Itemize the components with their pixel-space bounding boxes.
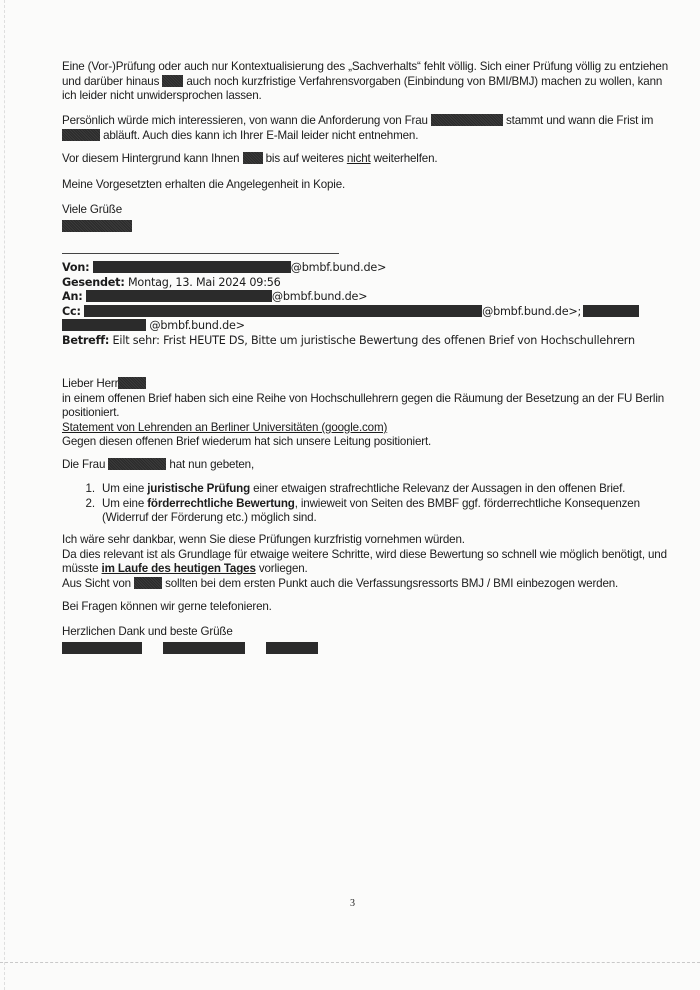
paragraph-background-text-a: Vor diesem Hintergrund kann Ihnen: [62, 152, 240, 165]
greeting-text: Viele Grüße: [62, 203, 122, 216]
separator-line: [62, 253, 339, 254]
paragraph-copy: [62, 178, 678, 193]
redaction: [93, 261, 291, 273]
mail-request-intro: Die Frau hat nun gebeten,: [62, 458, 255, 471]
signature-redaction: [62, 220, 132, 232]
email-header: [62, 261, 678, 349]
redaction: [86, 290, 272, 302]
mail-line-position: Gegen diesen offenen Brief wiederum hat sich unsere Leitung positioniert.: [62, 435, 432, 449]
signature-redaction: [62, 642, 142, 654]
signature-redaction: [266, 642, 318, 654]
request-item-legal: 1. Um eine juristische Prüfung einer etwaigen strafrechtliche Relevanz der Aussagen in den offenen Brief.: [98, 482, 678, 497]
paragraph-background-text-c: nicht: [346, 152, 371, 165]
header-from: Von: @bmbf.bund.de>: [62, 261, 387, 274]
redaction: [84, 305, 482, 317]
mail-line-open-letter: in einem offenen Brief haben sich eine Reihe von Hochschullehrern gegen die Räumung der Besetzung an der FU Berlin positioniert.: [62, 391, 665, 420]
request-list: [62, 482, 678, 526]
paragraph-background-text-b: bis auf weiteres: [265, 152, 344, 165]
redaction: [62, 319, 146, 331]
header-cc-cont: @bmbf.bund.de>: [62, 319, 678, 334]
redaction: [62, 129, 100, 141]
mail-questions: Bei Fragen können wir gerne telefonieren.: [62, 600, 272, 613]
paragraph-copy-text: Meine Vorgesetzten erhalten die Angelegenheit in Kopie.: [62, 178, 346, 191]
redaction: [118, 377, 146, 389]
redaction: [162, 75, 183, 87]
redaction: [108, 458, 166, 470]
paragraph-question-text-a: Persönlich würde mich interessieren, von wann die Anforderung von Frau: [62, 114, 428, 127]
redaction: [431, 114, 503, 126]
redaction: [134, 577, 162, 589]
paragraph-objection: [62, 60, 678, 104]
mail-urgency-paragraph: Ich wäre sehr dankbar, wenn Sie diese Prüfungen kurzfristig vornehmen würden. Da dies relevant ist als Grundlage für etwaige weitere Schritte, wird diese Bewertung so schnell wie möglich benötigt, und müsste im Laufe des heutigen Tages vorliegen. Aus Sicht von sollten bei dem ersten Punkt auch die Verfassungsressorts BMJ / BMI einbezogen werden.: [62, 533, 667, 590]
header-cc: Cc: @bmbf.bund.de>;: [62, 305, 678, 320]
header-subject: Betreff: Eilt sehr: Frist HEUTE DS, Bitte um juristische Bewertung des offenen Brief von Hochschullehrern: [62, 333, 635, 347]
paragraph-background: [62, 152, 678, 167]
signature-redaction: [163, 642, 245, 654]
paragraph-objection-text-b: auch noch kurzfristige Verfahrensvorgaben (Einbindung von BMI/BMJ) machen zu wollen, kann ich leider nicht unwidersprochen lassen.: [62, 74, 663, 103]
request-item-funding: 2. Um eine förderrechtliche Bewertung, inwieweit von Seiten des BMBF ggf. förderrechtliche Konsequenzen (Widerruf der Förderung etc.) möglich sind.: [98, 497, 678, 526]
header-to: An: @bmbf.bund.de>: [62, 290, 368, 304]
paragraph-question-text-b: stammt und wann die Frist im: [506, 114, 654, 127]
paragraph-objection-text-a: Eine (Vor-)Prüfung oder auch nur Kontextualisierung des „Sachverhalts“ fehlt völlig. Sich einer Prüfung völlig zu entziehen und darüber hinaus: [62, 60, 669, 88]
greeting: [62, 203, 678, 234]
scan-edge-left: [4, 0, 5, 990]
redaction: [583, 305, 639, 317]
statement-link[interactable]: Statement von Lehrenden an Berliner Universitäten (google.com): [62, 420, 388, 434]
paragraph-question-text-c: abläuft. Auch dies kann ich Ihrer E-Mail leider nicht entnehmen.: [103, 128, 419, 142]
redaction: [243, 152, 263, 164]
header-sent: Gesendet: Montag, 13. Mai 2024 09:56: [62, 275, 281, 289]
mail-body: [62, 377, 678, 450]
page-number: 3: [350, 898, 355, 909]
paragraph-question: [62, 114, 678, 143]
mail-closing: Herzlichen Dank und beste Grüße: [62, 625, 678, 656]
paragraph-background-text-d: weiterhelfen.: [373, 152, 438, 165]
salutation: Lieber Herr: [62, 377, 119, 390]
scan-edge-bottom: [0, 962, 700, 963]
